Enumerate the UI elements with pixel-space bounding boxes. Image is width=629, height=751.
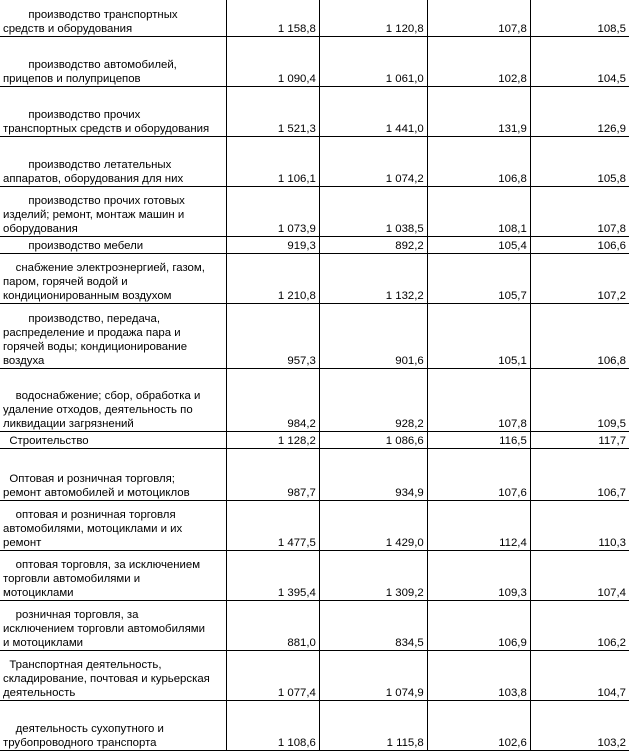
row-label-line: горячей воды; кондиционирование xyxy=(3,340,188,353)
table-row xyxy=(0,86,629,136)
value-cell-4: 104,7 xyxy=(530,650,629,700)
value-cell-2: 1 429,0 xyxy=(319,500,427,550)
value-cell-3: 105,4 xyxy=(427,236,530,253)
value-cell-1: 1 128,2 xyxy=(226,431,319,448)
row-label-line xyxy=(3,458,225,472)
row-label-line: транспортных средств и оборудования xyxy=(3,122,210,135)
row-label xyxy=(0,431,226,448)
row-label-line: автомобилями, мотоциклами и их xyxy=(3,522,183,535)
value-cell-2: 1 038,5 xyxy=(319,186,427,236)
table-row xyxy=(0,550,629,600)
value-cell-2: 1 074,2 xyxy=(319,136,427,186)
row-label-line: ремонт xyxy=(3,536,42,549)
value-cell-2: 1 441,0 xyxy=(319,86,427,136)
value-cell-1: 957,3 xyxy=(226,303,319,368)
row-label-line: торговли автомобилями и xyxy=(3,572,141,585)
row-label-line: Оптовая и розничная торговля; xyxy=(3,472,175,485)
row-label-line: оптовая торговля, за исключением xyxy=(3,558,201,571)
row-label xyxy=(0,303,226,368)
row-label-line: аппаратов, оборудования для них xyxy=(3,172,184,185)
value-cell-2: 934,9 xyxy=(319,448,427,500)
value-cell-1: 1 158,8 xyxy=(226,0,319,36)
value-cell-3: 116,5 xyxy=(427,431,530,448)
value-cell-4: 105,8 xyxy=(530,136,629,186)
value-cell-2: 901,6 xyxy=(319,303,427,368)
value-cell-3: 109,3 xyxy=(427,550,530,600)
value-cell-1: 1 073,9 xyxy=(226,186,319,236)
value-cell-3: 102,8 xyxy=(427,36,530,86)
value-cell-1: 1 108,6 xyxy=(226,700,319,750)
value-cell-2: 1 115,8 xyxy=(319,700,427,750)
value-cell-1: 1 077,4 xyxy=(226,650,319,700)
value-cell-3: 112,4 xyxy=(427,500,530,550)
value-cell-3: 105,7 xyxy=(427,253,530,303)
row-label-line: мотоциклами xyxy=(3,586,74,599)
table-row xyxy=(0,236,629,253)
row-label xyxy=(0,500,226,550)
table-row xyxy=(0,600,629,650)
value-cell-3: 106,8 xyxy=(427,136,530,186)
row-label xyxy=(0,600,226,650)
value-cell-1: 1 395,4 xyxy=(226,550,319,600)
table-row xyxy=(0,0,629,36)
value-cell-2: 1 061,0 xyxy=(319,36,427,86)
row-label-line: производство автомобилей, xyxy=(3,58,177,71)
value-cell-1: 1 210,8 xyxy=(226,253,319,303)
value-cell-4: 110,3 xyxy=(530,500,629,550)
row-label-line xyxy=(3,94,225,108)
row-label-line: деятельность xyxy=(3,686,76,699)
row-label-line: средств и оборудования xyxy=(3,22,133,35)
row-label xyxy=(0,0,226,36)
row-label-line: кондиционированным воздухом xyxy=(3,289,172,302)
row-label-line: прицепов и полуприцепов xyxy=(3,72,141,85)
value-cell-1: 919,3 xyxy=(226,236,319,253)
value-cell-1: 1 521,3 xyxy=(226,86,319,136)
row-label xyxy=(0,136,226,186)
row-label-line: производство прочих готовых xyxy=(3,194,185,207)
table-row xyxy=(0,431,629,448)
row-label-line: оборудования xyxy=(3,222,78,235)
value-cell-4: 107,4 xyxy=(530,550,629,600)
table-row xyxy=(0,448,629,500)
value-cell-2: 1 120,8 xyxy=(319,0,427,36)
value-cell-3: 102,6 xyxy=(427,700,530,750)
row-label xyxy=(0,186,226,236)
value-cell-1: 1 090,4 xyxy=(226,36,319,86)
table-row xyxy=(0,253,629,303)
row-label-line: и мотоциклами xyxy=(3,636,84,649)
row-label xyxy=(0,550,226,600)
value-cell-1: 987,7 xyxy=(226,448,319,500)
value-cell-4: 103,2 xyxy=(530,700,629,750)
value-cell-4: 107,8 xyxy=(530,186,629,236)
value-cell-3: 107,8 xyxy=(427,368,530,431)
value-cell-3: 105,1 xyxy=(427,303,530,368)
row-label xyxy=(0,700,226,750)
table-row xyxy=(0,303,629,368)
row-label-line: паром, горячей водой и xyxy=(3,275,128,288)
row-label-line xyxy=(3,144,225,158)
row-label-line xyxy=(3,375,225,389)
row-label-line: Строительство xyxy=(3,434,89,447)
value-cell-4: 106,8 xyxy=(530,303,629,368)
value-cell-4: 117,7 xyxy=(530,431,629,448)
value-cell-4: 108,5 xyxy=(530,0,629,36)
table-row xyxy=(0,186,629,236)
value-cell-1: 984,2 xyxy=(226,368,319,431)
value-cell-1: 881,0 xyxy=(226,600,319,650)
row-label xyxy=(0,368,226,431)
row-label-line: деятельность сухопутного и xyxy=(3,722,164,735)
value-cell-3: 103,8 xyxy=(427,650,530,700)
value-cell-1: 1 106,1 xyxy=(226,136,319,186)
value-cell-4: 106,6 xyxy=(530,236,629,253)
value-cell-2: 928,2 xyxy=(319,368,427,431)
value-cell-2: 892,2 xyxy=(319,236,427,253)
value-cell-4: 109,5 xyxy=(530,368,629,431)
value-cell-1: 1 477,5 xyxy=(226,500,319,550)
row-label xyxy=(0,236,226,253)
row-label-line: производство, передача, xyxy=(3,312,160,325)
table-row xyxy=(0,136,629,186)
value-cell-3: 107,6 xyxy=(427,448,530,500)
row-label-line: ликвидации загрязнений xyxy=(3,417,134,430)
value-cell-3: 107,8 xyxy=(427,0,530,36)
row-label-line: производство мебели xyxy=(3,239,144,252)
table-row xyxy=(0,650,629,700)
value-cell-3: 108,1 xyxy=(427,186,530,236)
value-cell-2: 834,5 xyxy=(319,600,427,650)
table-row xyxy=(0,368,629,431)
row-label-line: воздуха xyxy=(3,354,45,367)
row-label-line: складирование, почтовая и курьерская xyxy=(3,672,210,685)
row-label-line: производство транспортных xyxy=(3,8,178,21)
row-label-line: Транспортная деятельность, xyxy=(3,658,162,671)
table-row xyxy=(0,36,629,86)
row-label-line: ремонт автомобилей и мотоциклов xyxy=(3,486,190,499)
row-label-line: удаление отходов, деятельность по xyxy=(3,403,193,416)
row-label-line: распределение и продажа пара и xyxy=(3,326,181,339)
row-label-line: розничная торговля, за xyxy=(3,608,139,621)
row-label-line: исключением торговли автомобилями xyxy=(3,622,205,635)
row-label xyxy=(0,650,226,700)
row-label-line: трубопроводного транспорта xyxy=(3,736,157,749)
row-label xyxy=(0,86,226,136)
row-label-line: оптовая и розничная торговля xyxy=(3,508,176,521)
row-label xyxy=(0,448,226,500)
value-cell-3: 106,9 xyxy=(427,600,530,650)
row-label-line: водоснабжение; сбор, обработка и xyxy=(3,389,201,402)
value-cell-2: 1 309,2 xyxy=(319,550,427,600)
value-cell-4: 106,7 xyxy=(530,448,629,500)
value-cell-2: 1 074,9 xyxy=(319,650,427,700)
row-label xyxy=(0,36,226,86)
row-label-line: производство прочих xyxy=(3,108,141,121)
value-cell-2: 1 132,2 xyxy=(319,253,427,303)
value-cell-4: 126,9 xyxy=(530,86,629,136)
row-label-line: снабжение электроэнергией, газом, xyxy=(3,261,205,274)
value-cell-2: 1 086,6 xyxy=(319,431,427,448)
value-cell-4: 107,2 xyxy=(530,253,629,303)
row-label xyxy=(0,253,226,303)
table-row xyxy=(0,700,629,750)
row-label-line: производство летательных xyxy=(3,158,172,171)
value-cell-4: 104,5 xyxy=(530,36,629,86)
row-label-line: изделий; ремонт, монтаж машин и xyxy=(3,208,185,221)
table-row xyxy=(0,500,629,550)
value-cell-3: 131,9 xyxy=(427,86,530,136)
value-cell-4: 106,2 xyxy=(530,600,629,650)
